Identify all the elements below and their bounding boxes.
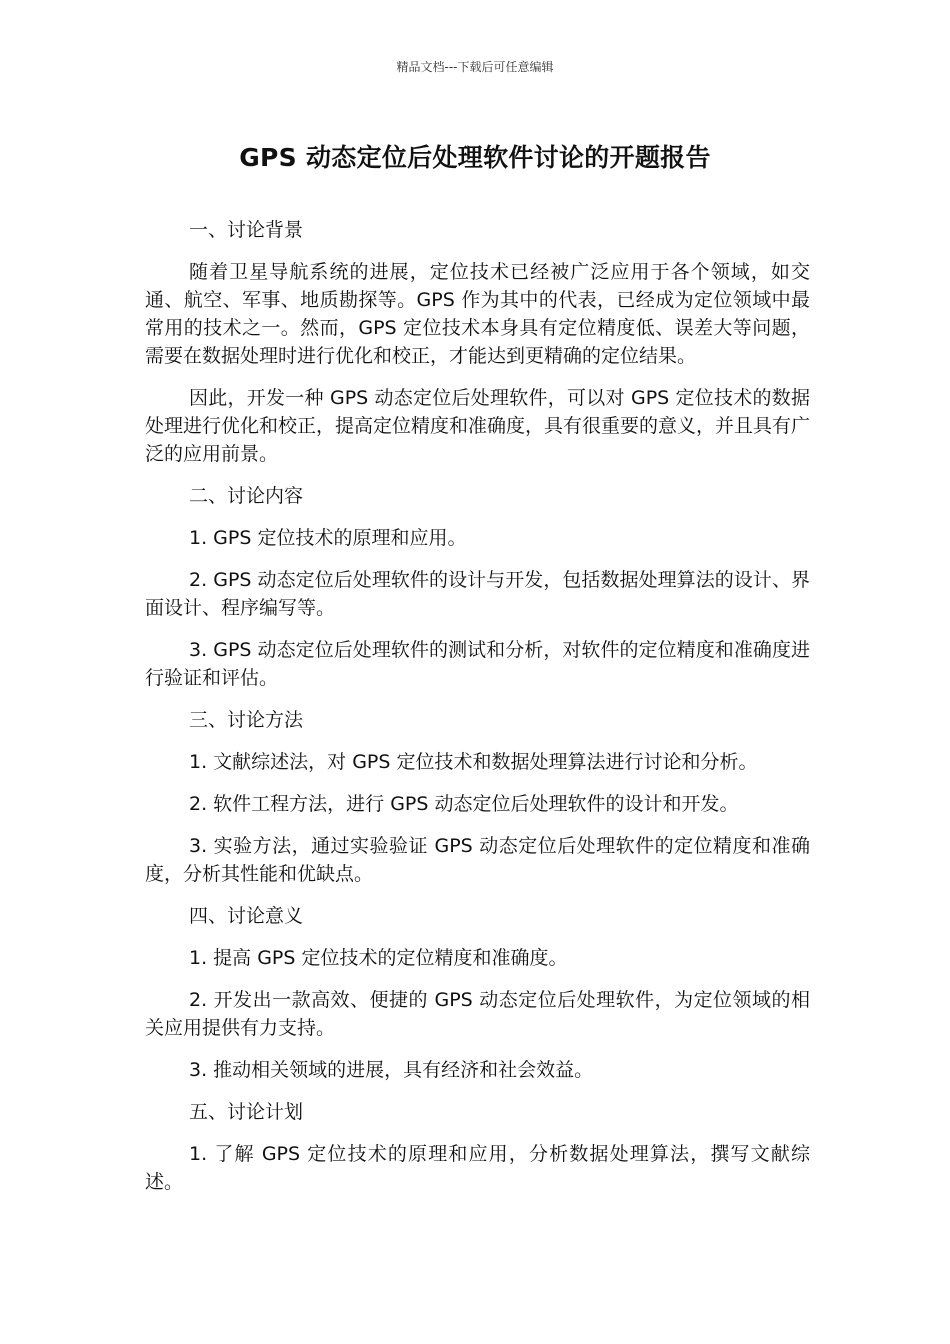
- paragraph-background-1: 随着卫星导航系统的进展，定位技术已经被广泛应用于各个领域，如交通、航空、军事、地质勘探等。GPS 作为其中的代表，已经成为定位领域中最常用的技术之一。然而，GPS 定位技术本身具有定位精度低、误差大等问题，需要在数据处理时进行优化和校正，才能达到更精确的定位结果。: [145, 261, 810, 367]
- section-heading-plan: 五、讨论计划: [189, 1101, 304, 1123]
- list-item-significance-3: 3. 推动相关领域的进展，具有经济和社会效益。: [189, 1059, 594, 1081]
- document-title: GPS 动态定位后处理软件讨论的开题报告: [239, 143, 711, 172]
- section-heading-significance: 四、讨论意义: [189, 905, 304, 927]
- list-item-plan-1: 1. 了解 GPS 定位技术的原理和应用，分析数据处理算法，撰写文献综述。: [145, 1143, 810, 1193]
- header-note: 精品文档---下载后可任意编辑: [396, 60, 554, 74]
- list-item-methods-2: 2. 软件工程方法，进行 GPS 动态定位后处理软件的设计和开发。: [189, 793, 739, 815]
- section-heading-methods: 三、讨论方法: [189, 709, 304, 731]
- list-item-content-1: 1. GPS 定位技术的原理和应用。: [189, 527, 467, 549]
- section-heading-background: 一、讨论背景: [189, 219, 304, 241]
- list-item-significance-2: 2. 开发出一款高效、便捷的 GPS 动态定位后处理软件，为定位领域的相关应用提供有力支持。: [145, 989, 810, 1039]
- list-item-methods-1: 1. 文献综述法，对 GPS 定位技术和数据处理算法进行讨论和分析。: [189, 751, 758, 773]
- list-item-significance-1: 1. 提高 GPS 定位技术的定位精度和准确度。: [189, 947, 568, 969]
- paragraph-background-2: 因此，开发一种 GPS 动态定位后处理软件，可以对 GPS 定位技术的数据处理进行优化和校正，提高定位精度和准确度，具有很重要的意义，并且具有广泛的应用前景。: [145, 387, 811, 465]
- list-item-content-2: 2. GPS 动态定位后处理软件的设计与开发，包括数据处理算法的设计、界面设计、程序编写等。: [145, 569, 810, 619]
- list-item-methods-3: 3. 实验方法，通过实验验证 GPS 动态定位后处理软件的定位精度和准确度，分析其性能和优缺点。: [145, 835, 810, 885]
- list-item-content-3: 3. GPS 动态定位后处理软件的测试和分析，对软件的定位精度和准确度进行验证和评估。: [145, 639, 810, 689]
- document-body: [145, 216, 810, 1210]
- section-heading-content: 二、讨论内容: [189, 485, 304, 507]
